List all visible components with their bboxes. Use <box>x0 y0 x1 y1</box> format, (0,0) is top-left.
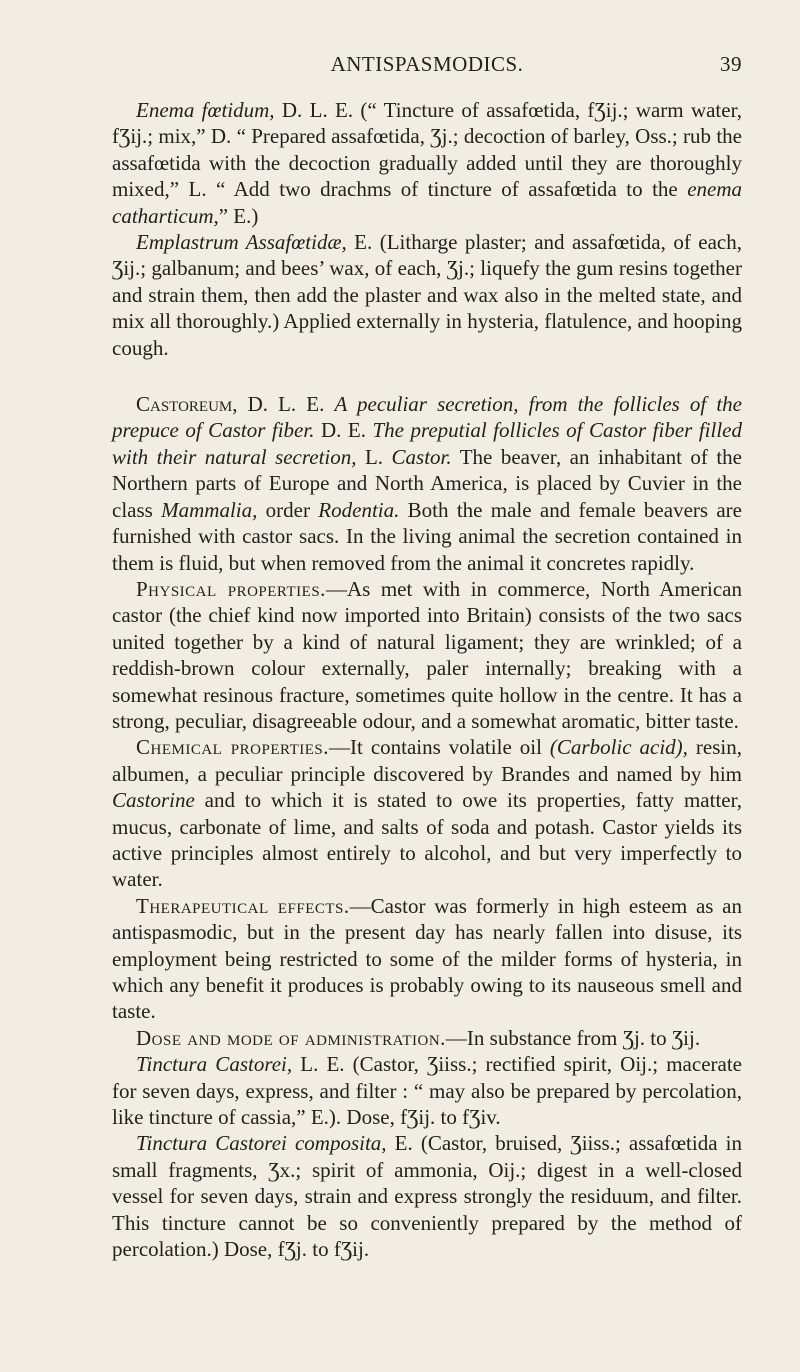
paragraph-therapeutical-effects: Therapeutical effects.—Castor was formerly in high esteem as an antispasmodic, but in the present day has nearly fallen into disuse, its employment being restricted to some of the milder forms of hysteria, in which any benefit it produces is probably owing to its nauseous smell and taste. <box>112 893 742 1024</box>
term-tinctura-castorei: Tinctura Castorei, <box>136 1052 293 1077</box>
paragraph-castoreum: Castoreum, D. L. E. A peculiar secretion, from the follicles of the prepuce of Castor fiber. D. E. The preputial follicles of Castor fiber filled with their natural secretion, L. Castor. The beaver, an inhabitant of the Northern parts of Europe and North America, is placed by Cuvier in the class Mammalia, order Rodentia. Both the male and female beavers are furnished with castor sacs. In the living animal the secretion contained in them is fluid, but when removed from the animal it concretes rapidly. <box>112 392 743 575</box>
page-number: 39 <box>720 52 742 76</box>
paragraph-enema: Enema fœtidum, D. L. E. (“ Tincture of assafœtida, fƷij.; warm water, fƷij.; mix,” D. “ Prepared assafœtida, Ʒj.; decoction of barley, Oss.; rub the assafœtida with the decoction gradually added until they are thoroughly mixed,” L. “ Add two drachms of tincture of assafœtida to the enema catharticum,” E.) <box>112 98 742 228</box>
paragraph-chemical-properties: Chemical properties.—It contains volatile oil (Carbolic acid), resin, albumen, a peculiar principle discovered by Brandes and named by him Castorine and to which it is stated to owe its properties, fatty matter, mucus, carbonate of lime, and salts of soda and potash. Castor yields its active principles almost entirely to alcohol, and but very imperfectly to water. <box>112 735 742 892</box>
paragraph-emplastrum: Emplastrum Assafœtidæ, E. (Litharge plaster; and assafœtida, of each, Ʒij.; galbanum; and bees’ wax, of each, Ʒj.; liquefy the gum resins together and strain them, then add the plaster and wax also in the melted state, and mix all thoroughly.) Applied externally in hysteria, flatulence, and hooping cough. <box>112 230 743 360</box>
subheading-dose: Dose and mode of administration. <box>136 1025 446 1050</box>
term-enema-foetidum: Enema fœtidum, <box>136 98 275 122</box>
paragraph-tinctura-castorei: Tinctura Castorei, L. E. (Castor, Ʒiiss.; rectified spirit, Oij.; macerate for seven days, express, and filter : “ may also be prepared by percolation, like tincture of cassia,” E.). Dose, fƷij. to fƷiv. <box>112 1052 742 1130</box>
term-emplastrum: Emplastrum Assafœtidæ, <box>136 230 347 255</box>
body-text <box>112 97 742 1262</box>
term-castoreum: Castoreum, <box>136 392 238 417</box>
paragraph-dose: Dose and mode of administration.—In substance from Ʒj. to Ʒij. <box>136 1025 701 1050</box>
paragraph-physical-properties: Physical properties.—As met with in commerce, North American castor (the chief kind now imported into Britain) consists of the two sacs united together by a kind of natural ligament; they are wrinkled; of a reddish-brown colour externally, paler internally; breaking with a somewhat resinous fracture, sometimes quite hollow in the centre. It has a strong, peculiar, disagreeable odour, and a somewhat aromatic, bitter taste. <box>112 576 742 733</box>
running-title: ANTISPASMODICS. <box>330 52 524 76</box>
paragraph-tinctura-composita: Tinctura Castorei composita, E. (Castor, bruised, Ʒiiss.; assafœtida in small fragments, Ʒx.; spirit of ammonia, Oij.; digest in a well-closed vessel for seven days, strain and express strongly the residuum, and filter. This tincture cannot be so conveniently prepared by the method of percolation.) Dose, fƷj. to fƷij. <box>112 1131 742 1262</box>
subheading-physical: Physical properties. <box>136 576 326 601</box>
term-tinctura-composita: Tinctura Castorei composita, <box>136 1131 387 1156</box>
subheading-therapeutical: Therapeutical effects. <box>136 893 350 918</box>
running-header <box>112 52 742 82</box>
subheading-chemical: Chemical properties. <box>136 735 330 760</box>
